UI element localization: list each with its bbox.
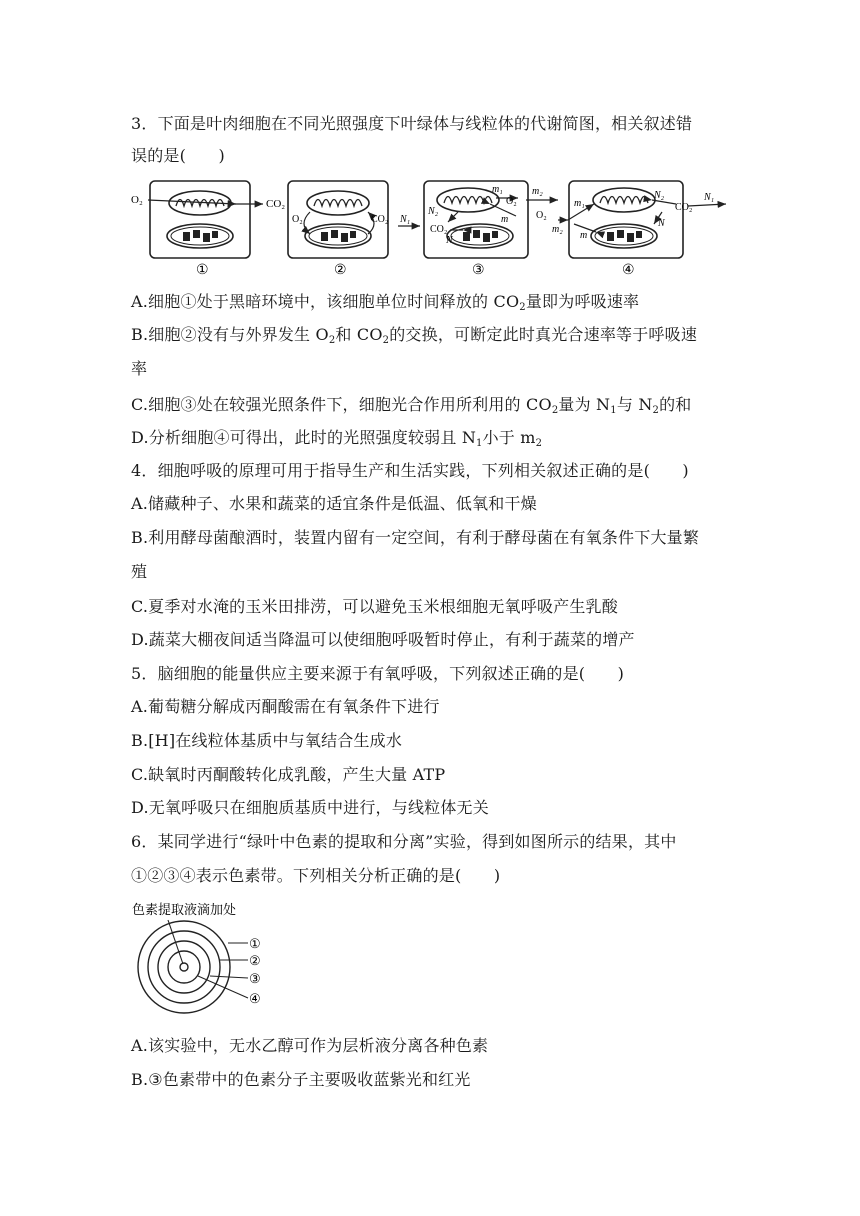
panel-label-2: ② [334, 263, 347, 278]
co2-label: CO₂ [266, 198, 286, 210]
band-3 [158, 941, 210, 993]
q4-option-d: D.蔬菜大棚夜间适当降温可以使细胞呼吸暂时停止，有利于蔬菜的增产 [131, 630, 635, 649]
sample-spot [180, 963, 188, 971]
band-1 [138, 921, 230, 1013]
q6-option-b: B.③色素带中的色素分子主要吸收蓝紫光和红光 [131, 1070, 471, 1089]
m1-label: m₁ [574, 198, 585, 209]
q6-stem-line1: 6．某同学进行“绿叶中色素的提取和分离”实验，得到如图所示的结果，其中 [131, 832, 677, 851]
co2-label: CO₂ [675, 202, 693, 213]
q5-option-c: C.缺氧时丙酮酸转化成乳酸，产生大量 ATP [131, 765, 446, 784]
co2-label: CO₂ [430, 224, 448, 235]
n2-label: N₂ [654, 190, 665, 201]
figure-caption: 色素提取液滴加处 [132, 902, 237, 917]
band-2 [148, 931, 220, 1003]
q3-stem-line1: 3．下面是叶肉细胞在不同光照强度下叶绿体与线粒体的代谢简图，相关叙述错 [131, 114, 693, 133]
n1-label: N₁ [704, 192, 715, 203]
m1-label: m₁ [492, 184, 503, 195]
q6-option-a: A.该实验中，无水乙醇可作为层析液分离各种色素 [131, 1036, 489, 1055]
co2-label: CO₂ [371, 214, 389, 225]
band-label-2: ② [249, 953, 261, 968]
o2-label: O₂ [536, 210, 547, 221]
o2-label: O₂ [292, 214, 303, 225]
q3-option-a: A.细胞①处于黑暗环境中，该细胞单位时间释放的 $CO_2$量即为呼吸速率 [131, 292, 640, 313]
q3-option-d: D.分析细胞④可得出，此时的光照强度较弱且 $N_1$小于 $m_2$ [131, 428, 543, 449]
q4-stem: 4．细胞呼吸的原理可用于指导生产和生活实践，下列相关叙述正确的是( ) [131, 461, 689, 480]
band-label-3: ③ [249, 971, 261, 986]
m-label: m [501, 214, 509, 225]
panel-label-1: ① [196, 263, 209, 278]
o2-label: O₂ [131, 194, 143, 206]
q4-option-a: A.储藏种子、水果和蔬菜的适宜条件是低温、低氧和干燥 [131, 494, 537, 513]
q4-option-c: C.夏季对水淹的玉米田排涝，可以避免玉米根细胞无氧呼吸产生乳酸 [131, 597, 618, 616]
n1-label: N₁ [400, 214, 411, 225]
q4-option-b: B.利用酵母菌酿酒时，装置内留有一定空间，有利于酵母菌在有氧条件下大量繁 [131, 528, 700, 547]
q3-option-b-cont: 率 [131, 359, 148, 378]
band-label-4: ④ [249, 991, 261, 1006]
band-4 [168, 951, 200, 983]
q5-option-b: B.[H]在线粒体基质中与氧结合生成水 [131, 731, 403, 750]
n-label: N [446, 235, 453, 246]
n2-label: N₂ [428, 206, 439, 217]
m2-label: m₂ [532, 186, 543, 197]
q3-metabolism-diagram [128, 176, 728, 278]
band-label-1: ① [249, 936, 261, 951]
o2-label: O₂ [506, 196, 517, 207]
q3-option-c: C.细胞③处在较强光照条件下，细胞光合作用所利用的 $CO_2$量为 $N_1$与 $N_2$的和 [131, 395, 692, 416]
panel-2 [288, 181, 388, 278]
q3-stem-line2: 误的是( ) [131, 146, 225, 165]
m2-label: m₂ [552, 224, 563, 235]
panel-3 [424, 181, 558, 278]
q3-option-b: B.细胞②没有与外界发生 $O_2$和 $CO_2$的交换，可断定此时真光合速率等于呼吸速 [131, 325, 698, 346]
q6-stem-line2: ①②③④表示色素带。下列相关分析正确的是( ) [131, 866, 501, 885]
panel-label-3: ③ [472, 263, 485, 278]
q4-option-b-cont: 殖 [131, 562, 148, 581]
m-label: m [580, 230, 588, 241]
n-label: N [658, 218, 665, 229]
chromatography-diagram [128, 898, 278, 1016]
q5-stem: 5．脑细胞的能量供应主要来源于有氧呼吸，下列叙述正确的是( ) [131, 664, 625, 683]
q5-option-d: D.无氧呼吸只在细胞质基质中进行，与线粒体无关 [131, 798, 489, 817]
panel-4 [536, 181, 726, 278]
q5-option-a: A.葡萄糖分解成丙酮酸需在有氧条件下进行 [131, 697, 440, 716]
panel-label-4: ④ [622, 263, 635, 278]
panel-1 [131, 181, 285, 278]
